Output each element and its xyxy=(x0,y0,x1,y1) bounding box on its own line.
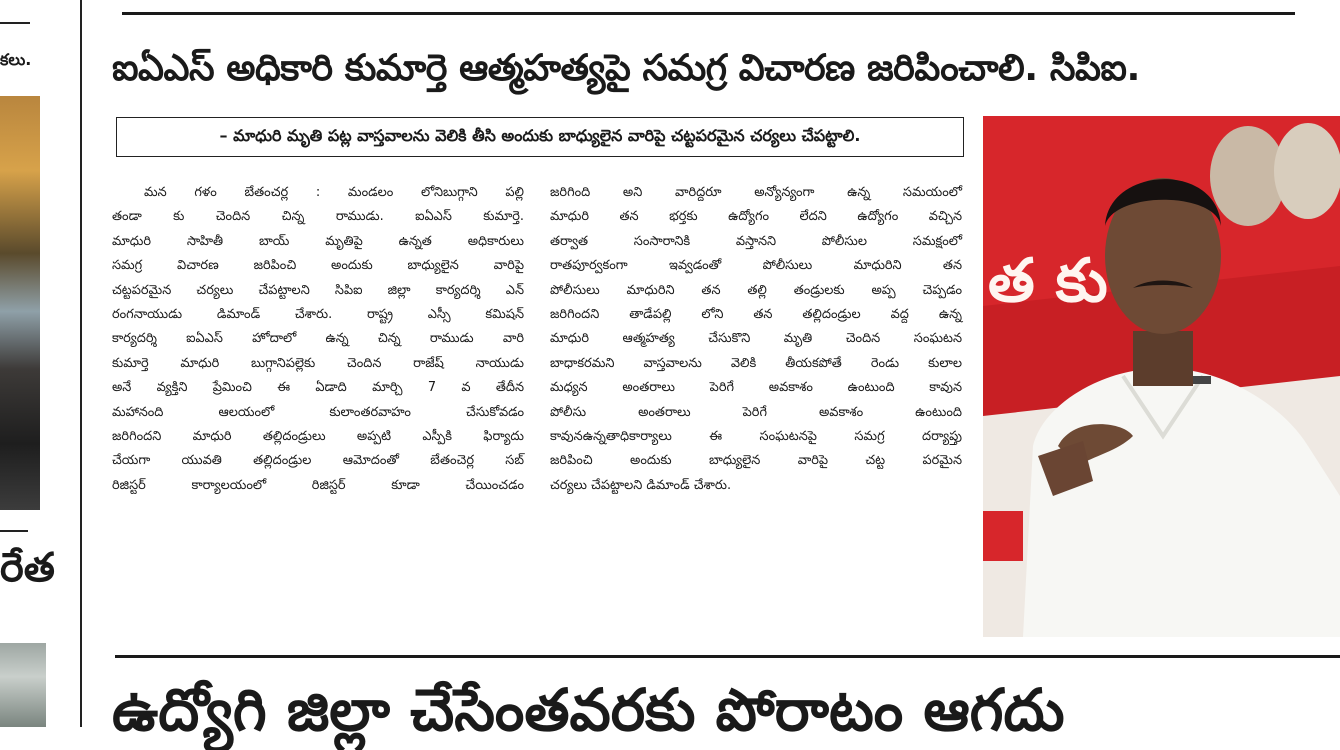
body-line: జరిపించి అందుకు బాధ్యులైన వారిపై చట్ట పరమైన xyxy=(550,453,962,469)
body-line: అనే వ్యక్తిని ప్రేమించి ఈ ఏడాది మార్చి 7 వ తేదీన xyxy=(112,380,524,396)
body-line: పోలీసు అంతరాలు పెరిగే అవకాశం ఉంటుంది xyxy=(550,404,962,420)
body-line: బాధాకరమని వాస్తవాలను వెలికి తీయకపోతే రెండు కులాల xyxy=(550,355,962,371)
subheadline-box xyxy=(116,117,964,157)
speaker-photo xyxy=(983,116,1340,637)
strip-bottom-photo xyxy=(0,643,46,727)
strip-top-rule xyxy=(0,22,30,24)
body-line: మాధురి ఆత్మహత్య చేసుకొని మృతి చెందిన సంఘటన xyxy=(550,331,962,347)
body-line: తర్వాత సంసారానికి వస్తానని పోలీసుల సమక్షంలో xyxy=(550,233,962,249)
body-line: జరిగింది అని వారిద్దరూ అన్యోన్యంగా ఉన్న సమయంలో xyxy=(550,185,962,200)
strip-mid-rule xyxy=(0,530,28,532)
article-headline: ఐఏఎస్ అధికారి కుమార్తె ఆత్మహత్యపై సమగ్ర విచారణ జరిపించాలి. సిపిఐ. xyxy=(112,46,1140,89)
left-neighbor-column xyxy=(0,0,78,727)
speaker-photo-illustration xyxy=(983,116,1340,637)
strip-headline-fragment: రేత xyxy=(0,545,55,591)
next-article-rule xyxy=(115,655,1340,658)
column-divider xyxy=(80,0,82,727)
strip-snippet-text: కలు. xyxy=(0,50,32,69)
body-line: సమగ్ర విచారణ జరిపించి అందుకు బాధ్యులైన వారిపై xyxy=(112,258,524,274)
body-line: కావునఉన్నతాధికార్యాలు ఈ సంఘటనపై సమగ్ర దర్యాప్తు xyxy=(550,429,962,445)
body-line: రంగనాయుడు డిమాండ్ చేశారు. రాష్ట్ర ఎస్సీ కమిషన్ xyxy=(112,307,524,323)
body-line: కుమార్తె మాధురి బుగ్గానిపల్లెకు చెందిన రాజేష్ నాయుడు xyxy=(112,355,524,371)
next-article-headline: ఉద్యోగి జిల్లా చేసేంతవరకు పోరాటం ఆగదు xyxy=(112,676,1065,744)
body-line: జరిగిందని మాధురి తల్లిదండ్రులు అప్పటి ఎస్పీకి ఫిర్యాదు xyxy=(112,429,524,445)
banner-text: త కు xyxy=(988,246,1108,316)
body-line: చేయగా యువతి తల్లిదండ్రుల ఆమోదంతో బేతంచెర్ల సబ్ xyxy=(112,453,524,469)
article-top-rule xyxy=(122,12,1295,15)
body-line: మాధురి సాహితీ బాయ్ మృతిపై ఉన్నత అధికారులు xyxy=(112,233,524,249)
article-subheadline: – మాధురి మృతి పట్ల వాస్తవాలను వెలికి తీసి అందుకు బాధ్యులైన వారిపై చట్టపరమైన చర్యలు చేపట్టాలి. xyxy=(219,125,861,145)
body-line: చర్యలు చేపట్టాలని డిమాండ్ చేశారు. xyxy=(550,477,732,493)
body-line: పోలీసులు మాధురిని తన తల్లి తండ్రులకు అప్ప చెప్పడం xyxy=(550,282,962,298)
body-line: తండా కు చెందిన చిన్న రాముడు. ఐఏఎస్ కుమార్తె. xyxy=(112,209,524,225)
body-line: చట్టపరమైన చర్యలు చేపట్టాలని సిపిఐ జిల్లా కార్యదర్శి ఎన్ xyxy=(112,282,524,298)
body-line: మధ్యన అంతరాలు పెరిగే అవకాశం ఉంటుంది కావున xyxy=(550,380,962,396)
body-line: రిజిస్టర్ కార్యాలయంలో రిజిస్టర్ కూడా చేయించడం xyxy=(112,477,524,493)
body-line: జరిగిందని తాడేపల్లి లోని తన తల్లిదండ్రుల వద్ద ఉన్న xyxy=(550,307,962,323)
body-line: మాధురి తన భర్తకు ఉద్యోగం లేదని ఉద్యోగం వచ్చిన xyxy=(550,209,962,225)
article-column-2 xyxy=(550,181,962,498)
body-line: మన గళం బేతంచర్ల : మండలం లోనిబుగ్గాని పల్లి xyxy=(144,185,524,200)
body-line: మహానంది ఆలయంలో కులాంతరవాహం చేసుకోవడం xyxy=(112,404,524,420)
strip-temple-photo xyxy=(0,96,40,510)
body-line: కార్యదర్శి ఐఏఎస్ హోదాలో ఉన్న చిన్న రాముడు వారి xyxy=(112,331,524,347)
body-line: రాతపూర్వకంగా ఇవ్వడంతో పోలీసులు మాధురిని తన xyxy=(550,258,962,274)
article-column-1 xyxy=(112,181,524,498)
